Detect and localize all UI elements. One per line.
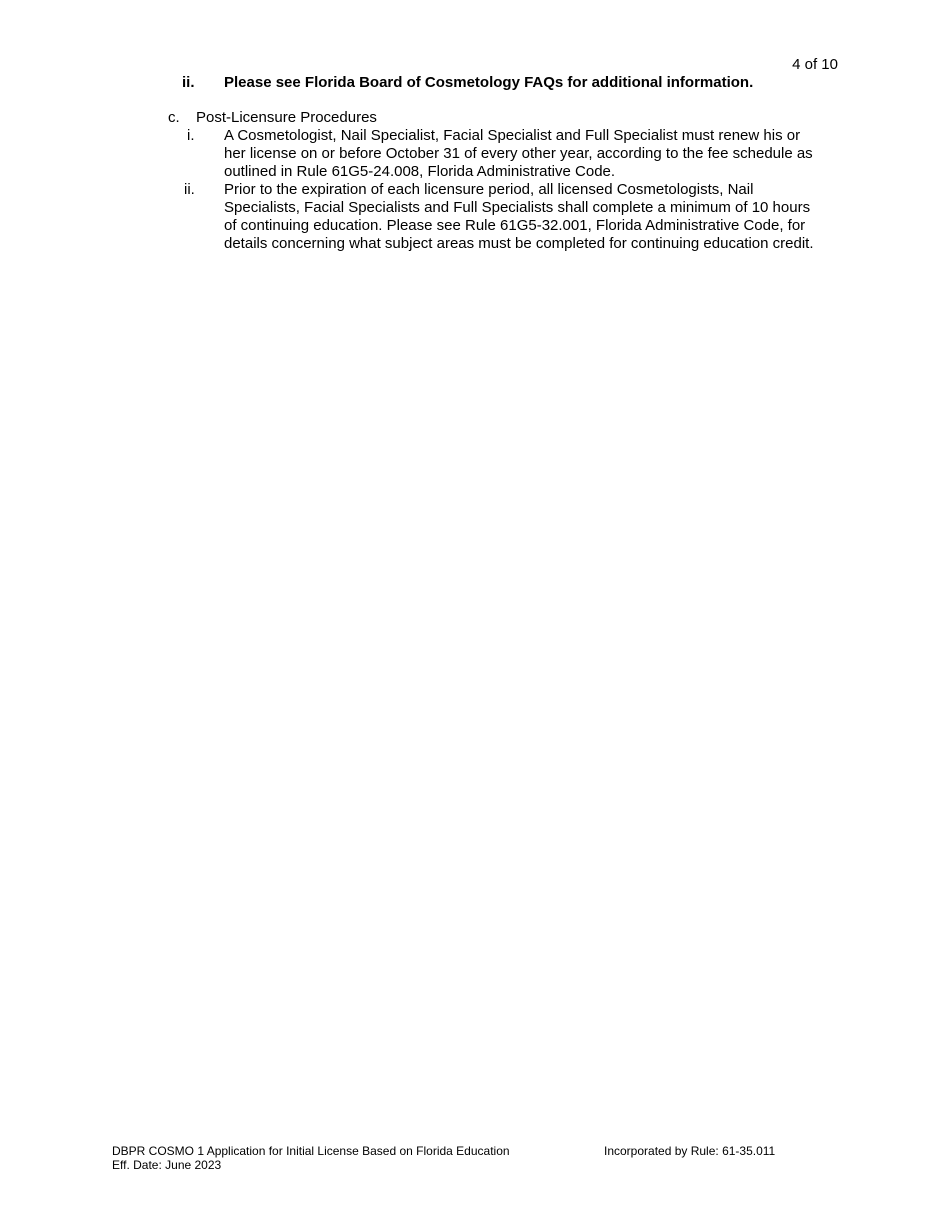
list-item-text [224, 181, 839, 253]
faq-notice-text: Please see Florida Board of Cosmetology FAQs for additional information. [224, 74, 754, 91]
footer-form-title: DBPR COSMO 1 Application for Initial License Based on Florida Education [112, 1144, 510, 1158]
text-line: details concerning what subject areas must be completed for continuing education credit. [224, 235, 814, 252]
footer-eff-date: Eff. Date: June 2023 [112, 1158, 222, 1172]
list-item-marker: ii. [184, 181, 195, 198]
faq-notice-marker: ii. [182, 74, 195, 91]
footer-incorporated: Incorporated by Rule: 61-35.011 [604, 1144, 776, 1158]
text-line: A Cosmetologist, Nail Specialist, Facial Specialist and Full Specialist must renew his or [224, 127, 801, 144]
list-item-marker: i. [187, 127, 195, 144]
list-item-text [224, 127, 839, 181]
footer-left [112, 1144, 510, 1172]
text-line: outlined in Rule 61G5-24.008, Florida Administrative Code. [224, 163, 616, 180]
section-marker: c. [168, 109, 180, 126]
text-line: of continuing education. Please see Rule 61G5-32.001, Florida Administrative Code, for [224, 217, 806, 234]
page-number: 4 of 10 [792, 56, 838, 73]
section-heading: Post-Licensure Procedures [196, 109, 377, 126]
text-line: Specialists, Facial Specialists and Full Specialists shall complete a minimum of 10 hours [224, 199, 811, 216]
text-line: her license on or before October 31 of every other year, according to the fee schedule as [224, 145, 813, 162]
text-line: Prior to the expiration of each licensure period, all licensed Cosmetologists, Nail [224, 181, 754, 198]
